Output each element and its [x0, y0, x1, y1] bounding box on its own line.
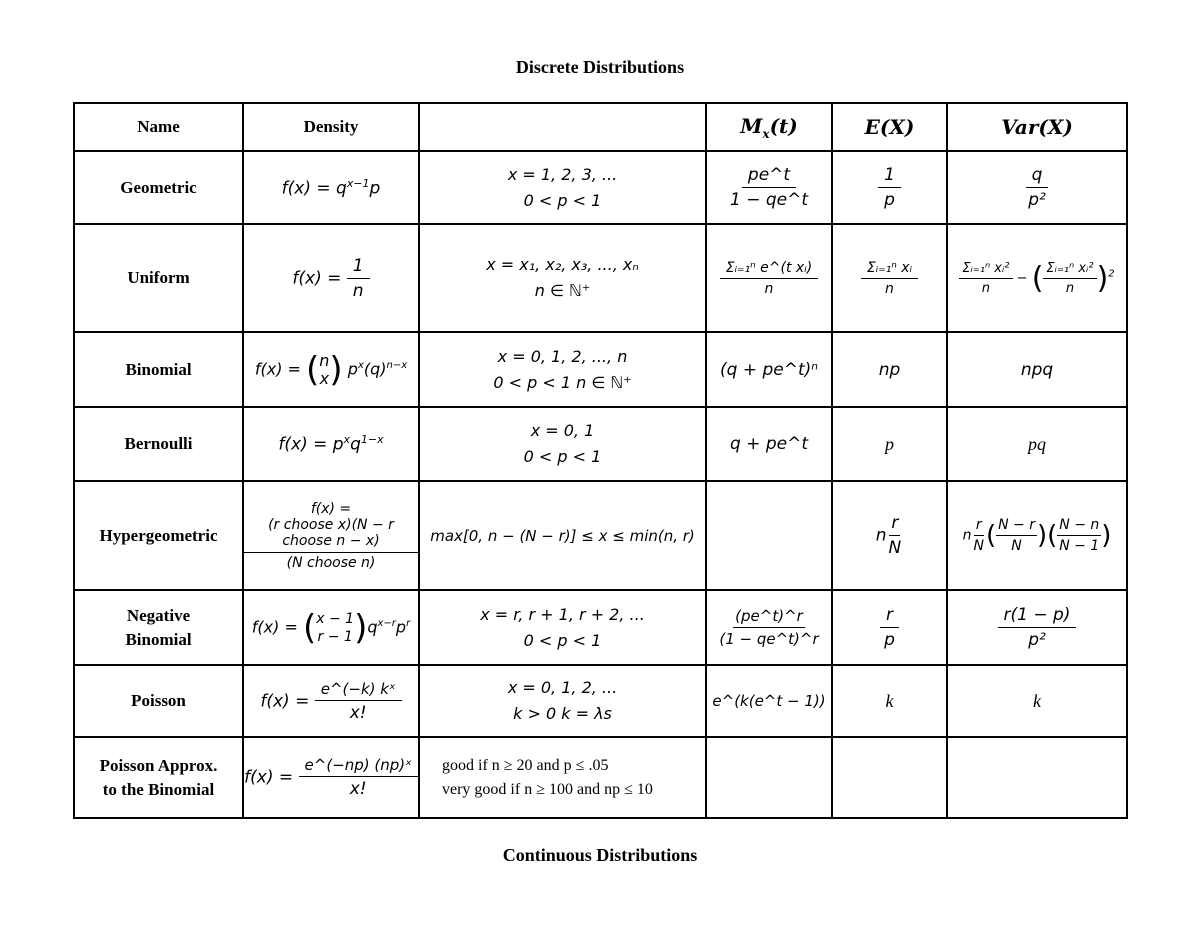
density-cell: $f(x) = q^{x-1}p$ — [243, 151, 419, 224]
row-name: Binomial — [74, 332, 243, 407]
table-row — [74, 481, 1127, 590]
table-row — [74, 332, 1127, 407]
fraction-denominator: n — [981, 280, 991, 296]
fraction-numerator: r(1 − p) — [998, 605, 1077, 628]
mgf-cell — [706, 481, 832, 590]
fraction-numerator: 1 — [347, 256, 370, 279]
support-line: x = 0, 1 — [530, 421, 595, 440]
exponent: 2 — [1108, 268, 1115, 280]
fraction-numerator: r — [889, 513, 900, 536]
support-cell — [419, 332, 706, 407]
fraction-denominator: p — [884, 630, 895, 650]
fraction-denominator: x! — [349, 779, 367, 799]
fraction-numerator: pe^t — [742, 165, 796, 188]
mgf-fraction — [717, 607, 820, 648]
support-line: good if n ≥ 20 and p ≤ .05 — [442, 756, 609, 774]
density-cell — [243, 481, 419, 590]
fraction-numerator: Σᵢ₌₁ⁿ xᵢ² — [959, 261, 1012, 279]
mgf-cell — [706, 737, 832, 818]
page-title: Discrete Distributions — [515, 57, 685, 77]
density-cell: f(x) = ( n x ) $p^x(q)^{n-x}$ — [243, 332, 419, 407]
mean-cell — [832, 590, 947, 665]
support-line: 0 < p < 1 — [523, 630, 602, 650]
support-line: 0 < p < 1 n ∈ ℕ⁺ — [493, 372, 632, 392]
density-cell — [243, 224, 419, 332]
row-name-line: Negative — [126, 605, 191, 625]
row-name: Geometric — [74, 151, 243, 224]
density-fraction — [244, 517, 418, 571]
table-row — [74, 665, 1127, 737]
row-name-line: Binomial — [125, 629, 192, 649]
mean-fraction — [861, 260, 918, 297]
variance-cell — [947, 737, 1127, 818]
mean-cell — [832, 151, 947, 224]
density-lhs: f(x) = — [292, 268, 342, 288]
mean-cell — [832, 224, 947, 332]
variance-fraction — [1022, 165, 1052, 210]
density-lhs: f(x) = — [244, 767, 294, 788]
variance-cell: npq — [947, 332, 1127, 407]
row-name-line: to the Binomial — [102, 779, 215, 799]
fraction-denominator: (N choose n) — [286, 554, 376, 571]
fraction-numerator: e^(−np) (np)ˣ — [299, 756, 418, 777]
fraction-numerator: r — [880, 605, 899, 628]
fraction-denominator: n — [764, 280, 774, 297]
paren-open: ( — [1031, 260, 1044, 296]
fraction-numerator: Σᵢ₌₁ⁿ xᵢ² — [1043, 261, 1096, 279]
variance-fraction-2 — [996, 517, 1037, 554]
fraction-denominator: x! — [349, 702, 367, 723]
paren-close: ) — [1096, 260, 1109, 296]
fraction-numerator: (r choose x)(N − r choose n − x) — [244, 517, 418, 553]
mean-cell — [832, 481, 947, 590]
support-line: 0 < p < 1 — [523, 447, 602, 466]
variance-fraction-b — [1043, 261, 1096, 296]
support-cell — [419, 737, 706, 818]
mean-fraction — [878, 605, 901, 650]
variance-cell — [947, 590, 1127, 665]
table-row — [74, 151, 1127, 224]
discrete-distributions-table — [73, 102, 1128, 819]
fraction-denominator: p² — [1028, 190, 1046, 210]
support-line: x = 0, 1, 2, ... — [507, 678, 618, 697]
row-name — [74, 590, 243, 665]
support-cell — [419, 151, 706, 224]
fraction-denominator: N — [1011, 538, 1022, 554]
variance-prefix: n — [962, 527, 972, 544]
fraction-numerator: e^(−k) kˣ — [315, 680, 402, 701]
fraction-numerator: q — [1026, 165, 1049, 188]
mean-cell: p — [832, 407, 947, 481]
variance-cell: n $\frac{r}{N}$ ( $\frac{N - r}{N}$ )( $\frac{N - n}{N - 1}$ ) — [947, 481, 1127, 590]
mgf-cell: (q + pe^t)ⁿ — [706, 332, 832, 407]
fraction-denominator: p — [884, 190, 895, 210]
header-mgf: $M_x(t)$ — [706, 103, 832, 151]
fraction-denominator: N — [888, 538, 902, 558]
header-name: Name — [74, 103, 243, 151]
mgf-cell — [706, 224, 832, 332]
fraction-numerator: N − n — [1057, 517, 1101, 536]
density-cell — [243, 665, 419, 737]
fraction-numerator: Σᵢ₌₁ⁿ xᵢ — [861, 260, 918, 279]
mean-fraction — [878, 165, 901, 210]
fraction-numerator: (pe^t)^r — [733, 607, 805, 628]
mean-cell — [832, 737, 947, 818]
variance-fraction-3 — [1057, 517, 1101, 554]
fraction-denominator: (1 − qe^t)^r — [719, 630, 819, 648]
table-row — [74, 737, 1127, 818]
support-line: n ∈ ℕ⁺ — [534, 281, 591, 300]
mgf-cell: e^(k(e^t − 1)) — [706, 665, 832, 737]
variance-fraction-a — [959, 261, 1012, 296]
table-row — [74, 407, 1127, 481]
support-line: 0 < p < 1 — [523, 190, 602, 210]
table-row — [74, 590, 1127, 665]
fraction-denominator: n — [1065, 280, 1075, 296]
fraction-denominator: N — [973, 538, 984, 554]
fraction-denominator: n — [885, 280, 894, 297]
fraction-numerator: Σᵢ₌₁ⁿ e^(t xᵢ) — [720, 260, 818, 279]
support-line: x = r, r + 1, r + 2, ... — [480, 604, 645, 624]
table-row — [74, 224, 1127, 332]
support-cell — [419, 224, 706, 332]
variance-fraction — [998, 605, 1077, 650]
mean-cell: np — [832, 332, 947, 407]
minus-sign: − — [1016, 270, 1028, 286]
support-line: x = 0, 1, 2, ..., n — [497, 346, 628, 366]
mgf-fraction — [720, 260, 818, 297]
density-fraction — [347, 256, 370, 301]
row-name — [74, 737, 243, 818]
support-line: x = 1, 2, 3, ... — [507, 164, 618, 184]
section-title: Continuous Distributions — [502, 845, 698, 865]
density-cell: f(x) = ( x − 1 r − 1 ) $q^{x-r}p^r$ — [243, 590, 419, 665]
support-cell: max[0, n − (N − r)] ≤ x ≤ min(n, r) — [419, 481, 706, 590]
header-mean: E(X) — [832, 103, 947, 151]
fraction-denominator: n — [352, 280, 364, 301]
header-support — [419, 103, 706, 151]
support-cell — [419, 590, 706, 665]
row-name: Poisson — [74, 665, 243, 737]
fraction-denominator: p² — [1028, 630, 1046, 650]
density-fraction — [299, 756, 418, 799]
density-cell: $f(x) = p^xq^{1-x}$ — [243, 407, 419, 481]
fraction-numerator: r — [974, 517, 984, 536]
mean-cell: k — [832, 665, 947, 737]
row-name: Hypergeometric — [74, 481, 243, 590]
mean-fraction — [887, 513, 904, 558]
table-header-row — [74, 103, 1127, 151]
density-lhs: f(x) = — [310, 500, 352, 517]
mgf-fraction — [724, 165, 814, 210]
support-line: k > 0 k = λs — [513, 704, 612, 723]
density-lhs: f(x) = — [260, 691, 310, 711]
density-cell — [243, 737, 419, 818]
fraction-denominator: N − 1 — [1059, 538, 1100, 554]
support-cell — [419, 407, 706, 481]
header-variance: Var(X) — [947, 103, 1127, 151]
row-name: Uniform — [74, 224, 243, 332]
support-line: x = x₁, x₂, x₃, ..., xₙ — [486, 255, 639, 274]
mean-prefix: n — [875, 525, 887, 546]
mgf-cell — [706, 151, 832, 224]
variance-cell — [947, 224, 1127, 332]
row-name: Bernoulli — [74, 407, 243, 481]
fraction-denominator: 1 − qe^t — [729, 190, 809, 210]
mgf-cell — [706, 590, 832, 665]
header-density: Density — [243, 103, 419, 151]
variance-fraction-1 — [971, 517, 985, 554]
support-line: very good if n ≥ 100 and np ≤ 10 — [442, 780, 653, 798]
support-cell — [419, 665, 706, 737]
row-name-line: Poisson Approx. — [99, 755, 218, 775]
mgf-cell: q + pe^t — [706, 407, 832, 481]
variance-cell: k — [947, 665, 1127, 737]
variance-cell: pq — [947, 407, 1127, 481]
variance-cell — [947, 151, 1127, 224]
fraction-numerator: 1 — [878, 165, 901, 188]
fraction-numerator: N − r — [996, 517, 1037, 536]
density-fraction — [315, 680, 402, 723]
